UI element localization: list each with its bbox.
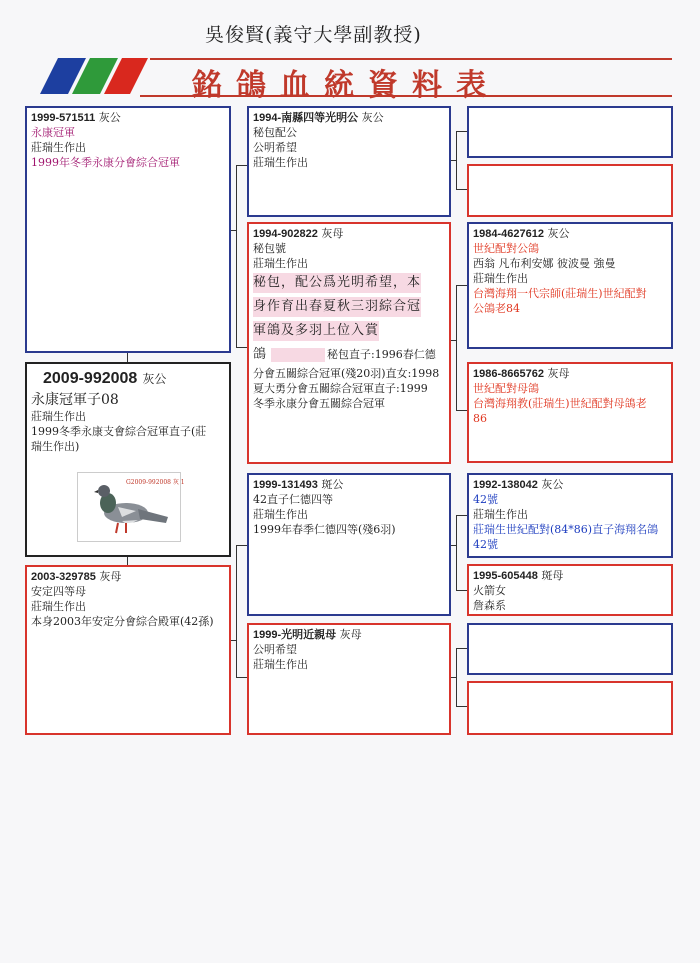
author-line: 吳俊賢(義守大學副教授) [205, 24, 422, 46]
gs1-line1: 秘包配公 [253, 126, 297, 139]
pigeon-photo [77, 472, 185, 542]
dam-ring: 2003-329785 [31, 571, 96, 583]
sire-name: 永康冠軍 [31, 126, 75, 139]
subject-name: 永康冠軍子08 [31, 392, 119, 408]
ggs3-line1: 世紀配對公鴿 [473, 242, 539, 255]
gd1-line6: 冬季永康分會五關綜合冠軍 [253, 397, 385, 410]
ggd4-ring: 1986-8665762 [473, 368, 544, 380]
gd1-line4: 分會五關綜合冠軍(殘20羽)直女:1998 [253, 367, 440, 380]
subject-record: 1999冬季永康支會綜合冠軍直子(莊 [31, 425, 207, 438]
ggs3-gender: 灰公 [547, 227, 570, 240]
photo-caption: G2009-992008 灰 1 [126, 479, 185, 486]
connector [236, 545, 237, 678]
ggs5-gender: 灰公 [541, 478, 564, 491]
gs2-line1: 42直子仁德四等 [253, 493, 333, 506]
dam-breeder: 莊瑞生作出 [31, 600, 86, 613]
granddam-paternal-box [247, 222, 451, 464]
subject-record-cont: 瑞生作出) [31, 440, 80, 453]
ggs3-breeder: 莊瑞生作出 [473, 272, 528, 285]
gd2-line1: 公明希望 [253, 643, 297, 656]
gs1-line2: 公明希望 [253, 141, 297, 154]
sire-breeder: 莊瑞生作出 [31, 141, 86, 154]
sire-box [25, 106, 231, 353]
ggs3-line2: 西翁 凡布利安娜 彼波曼 強曼 [473, 257, 616, 270]
ggs3-line4: 台灣海翔一代宗師(莊瑞生)世紀配對 [473, 287, 647, 300]
gd1-breeder: 莊瑞生作出 [253, 257, 308, 270]
gd1-note-2: 身作育出春夏秋三羽綜合冠 [253, 297, 421, 317]
gd1-gender: 灰母 [321, 227, 344, 240]
dam-name: 安定四等母 [31, 585, 86, 598]
ggd6-line1: 火箭女 [473, 584, 506, 597]
page-title: 銘鴿血統資料表 [192, 68, 500, 103]
ggd6-ring: 1995-605448 [473, 570, 538, 582]
granddam-maternal-box [247, 623, 451, 735]
sire-record: 1999年冬季永康分會綜合冠軍 [31, 156, 180, 169]
subject-box [25, 362, 231, 557]
ggs5-line4: 42號 [473, 538, 498, 551]
ggs3-line5: 公鴿老84 [473, 302, 520, 315]
ggd4-line2: 台灣海翔教(莊瑞生)世紀配對母鴿老 [473, 397, 647, 410]
connector [456, 648, 457, 707]
gd1-line3: 秘包直子:1996春仁德 [327, 348, 436, 361]
gs2-record: 1999年春季仁德四等(殘6羽) [253, 523, 396, 536]
ggp-empty-1 [467, 106, 673, 158]
dam-record: 本身2003年安定分會綜合殿軍(42孫) [31, 615, 214, 628]
gd2-gender: 灰母 [339, 628, 362, 641]
gs2-breeder: 莊瑞生作出 [253, 508, 308, 521]
ggd4-gender: 灰母 [547, 367, 570, 380]
ggs5-line3: 莊瑞生世紀配對(84*86)直子海翔名鴿 [473, 523, 659, 536]
stripes-graphic [28, 56, 148, 96]
subject-ring: 2009-992008 [43, 370, 138, 387]
sire-gender: 灰公 [98, 111, 121, 124]
grandsire-maternal-box [247, 473, 451, 616]
gs2-gender: 斑公 [321, 478, 344, 491]
ggd6-line2: 詹森系 [473, 599, 506, 612]
gd1-ring: 1994-902822 [253, 228, 318, 240]
dam-gender: 灰母 [99, 570, 122, 583]
ggd4-box [467, 362, 673, 463]
gd2-breeder: 莊瑞生作出 [253, 658, 308, 671]
subject-gender: 灰公 [142, 372, 167, 386]
dam-box [25, 565, 231, 735]
gd1-note-4: 鴿 [253, 347, 267, 362]
ggd4-line3: 86 [473, 412, 487, 425]
connector [456, 131, 457, 190]
ggs5-ring: 1992-138042 [473, 479, 538, 491]
gd2-ring: 1999-光明近親母 [253, 629, 337, 641]
gs1-gender: 灰公 [361, 111, 384, 124]
ggs5-breeder: 莊瑞生作出 [473, 508, 528, 521]
ggs3-box [467, 222, 673, 349]
gd1-highlight [271, 348, 325, 362]
ggd6-box [467, 564, 673, 616]
connector [127, 352, 128, 362]
sire-ring: 1999-571511 [31, 112, 96, 124]
connector [236, 165, 237, 348]
ggp-empty-7 [467, 623, 673, 675]
logo-stripes [28, 56, 148, 96]
connector [456, 285, 457, 411]
gd1-line5: 夏大勇分會五關綜合冠軍直子:1999 [253, 382, 428, 395]
gs1-breeder: 莊瑞生作出 [253, 156, 308, 169]
gd1-note-1: 秘包，配公爲光明希望，本 [253, 273, 421, 293]
ggp-empty-2 [467, 164, 673, 217]
gd1-note-3: 軍鴿及多羽上位入賞 [253, 321, 379, 341]
ggs3-ring: 1984-4627612 [473, 228, 544, 240]
ggs5-box [467, 473, 673, 558]
subject-breeder: 莊瑞生作出 [31, 410, 86, 423]
gs2-ring: 1999-131493 [253, 479, 318, 491]
gs1-ring: 1994-南縣四等光明公 [253, 112, 359, 124]
ggp-empty-8 [467, 681, 673, 735]
connector [456, 515, 457, 591]
grandsire-paternal-box [247, 106, 451, 217]
ggd4-line1: 世紀配對母鴿 [473, 382, 539, 395]
ggd6-gender: 斑母 [541, 569, 564, 582]
gd1-line1: 秘包號 [253, 242, 286, 255]
ggs5-line1: 42號 [473, 493, 498, 506]
